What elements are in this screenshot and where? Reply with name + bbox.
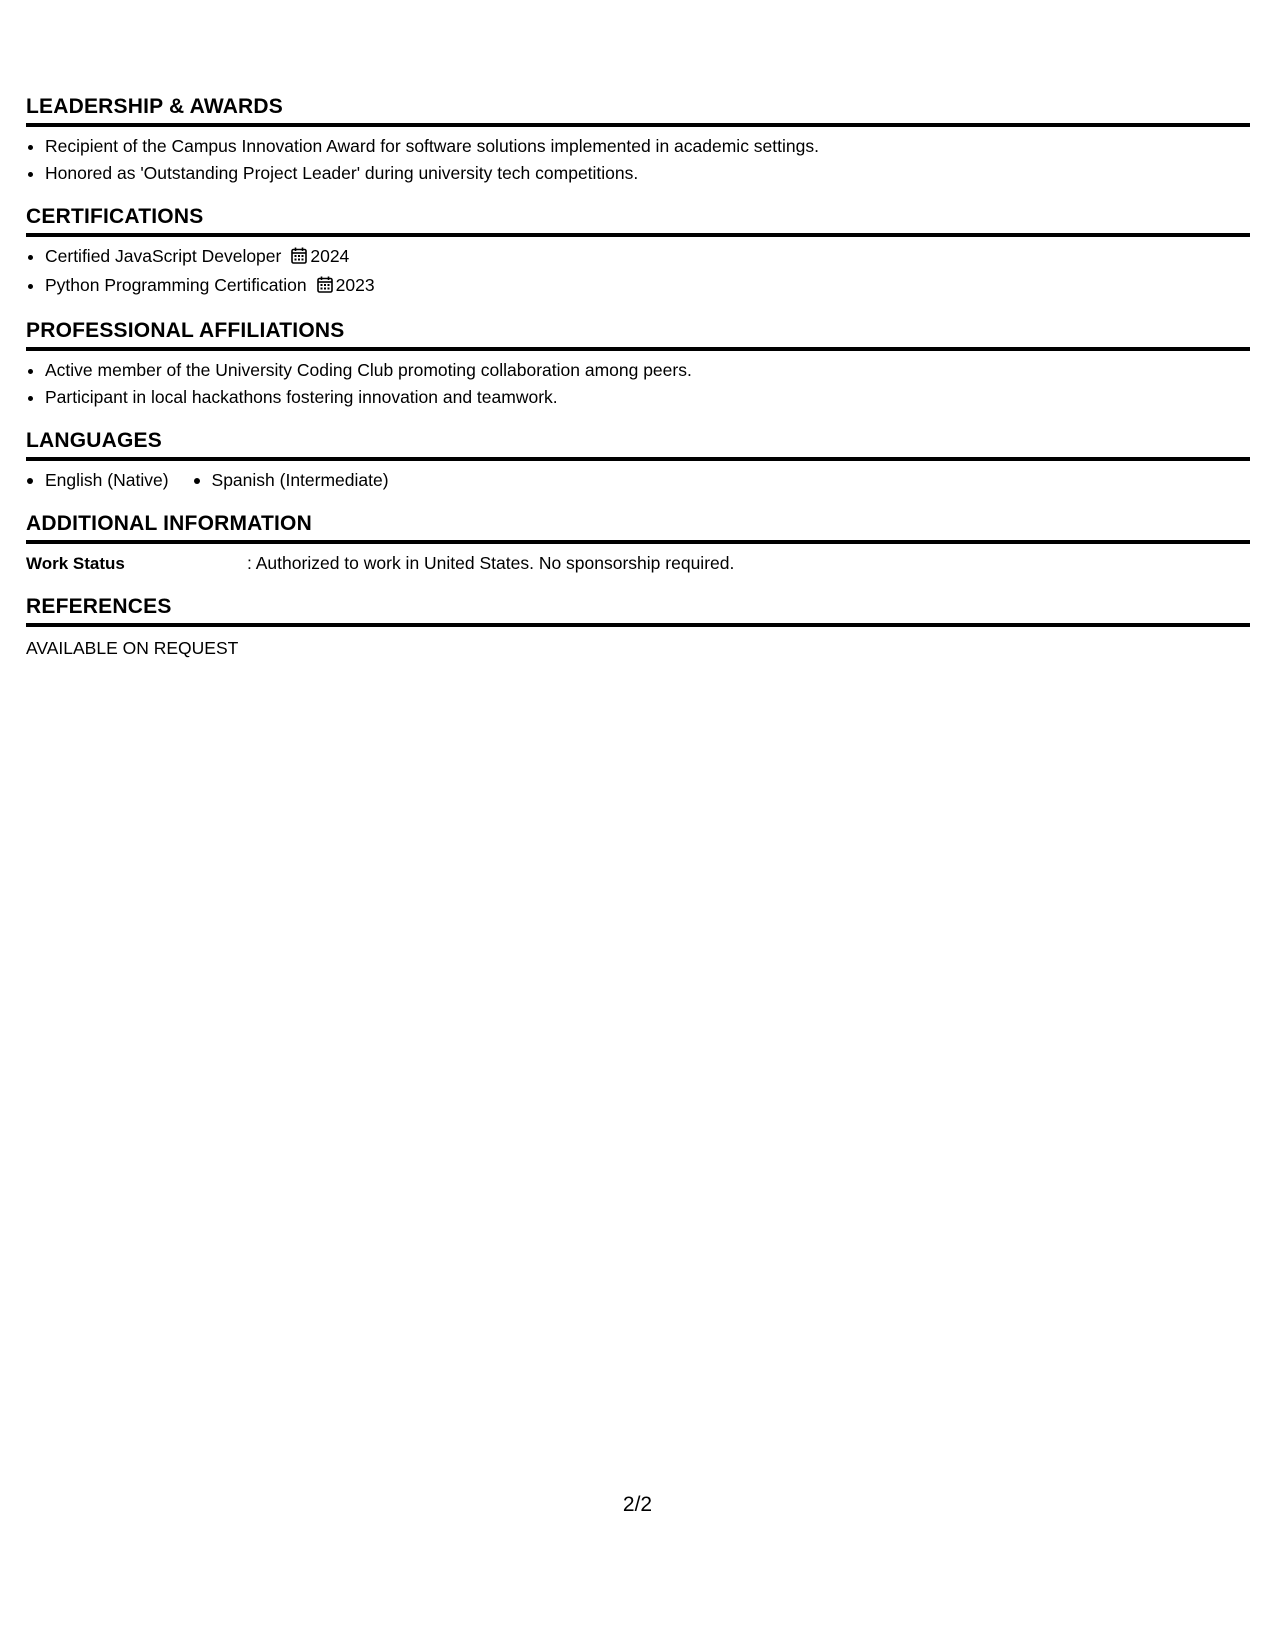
certification-year: 2024 [310,246,350,266]
section-additional-information [26,511,1250,577]
languages-list [26,467,1250,494]
certification-name: Certified JavaScript Developer [45,246,282,266]
references-text: AVAILABLE ON REQUEST [26,638,239,658]
section-title: PROFESSIONAL AFFILIATIONS [26,318,1250,351]
section-title: LANGUAGES [26,428,1250,461]
list-item: • Active member of the University Coding Club promoting collaboration among peers. [45,357,1250,384]
language-item: Spanish (Intermediate) [193,467,389,494]
list-item: • Honored as 'Outstanding Project Leader' during university tech competitions. [45,160,1250,187]
section-title: CERTIFICATIONS [26,204,1250,237]
section-certifications [26,204,1250,301]
work-status-value: : Authorized to work in United States. No sponsorship required. [247,553,735,573]
section-title: LEADERSHIP & AWARDS [26,94,1250,127]
certification-year: 2023 [335,275,375,295]
section-title: REFERENCES [26,594,1250,627]
section-professional-affiliations [26,318,1250,411]
certification-name: Python Programming Certification [45,275,307,295]
section-references [26,594,1250,662]
section-title: ADDITIONAL INFORMATION [26,511,1250,544]
work-status-label: Work Status [26,554,125,573]
leadership-list [26,133,1250,187]
list-item: • Participant in local hackathons fostering innovation and teamwork. [45,384,1250,411]
affiliations-list [26,357,1250,411]
page-number: 2/2 [622,1493,653,1516]
section-leadership-awards [26,94,1250,187]
section-languages [26,428,1250,494]
list-item [45,272,1250,301]
calendar-icon [291,245,307,272]
calendar-icon [317,274,333,301]
certifications-list [26,243,1250,301]
list-item [45,243,1250,272]
work-status-row [26,550,1250,577]
language-item: English (Native) [26,467,169,494]
resume-page [26,94,1250,679]
list-item: • Recipient of the Campus Innovation Award for software solutions implemented in academic settings. [45,133,1250,160]
